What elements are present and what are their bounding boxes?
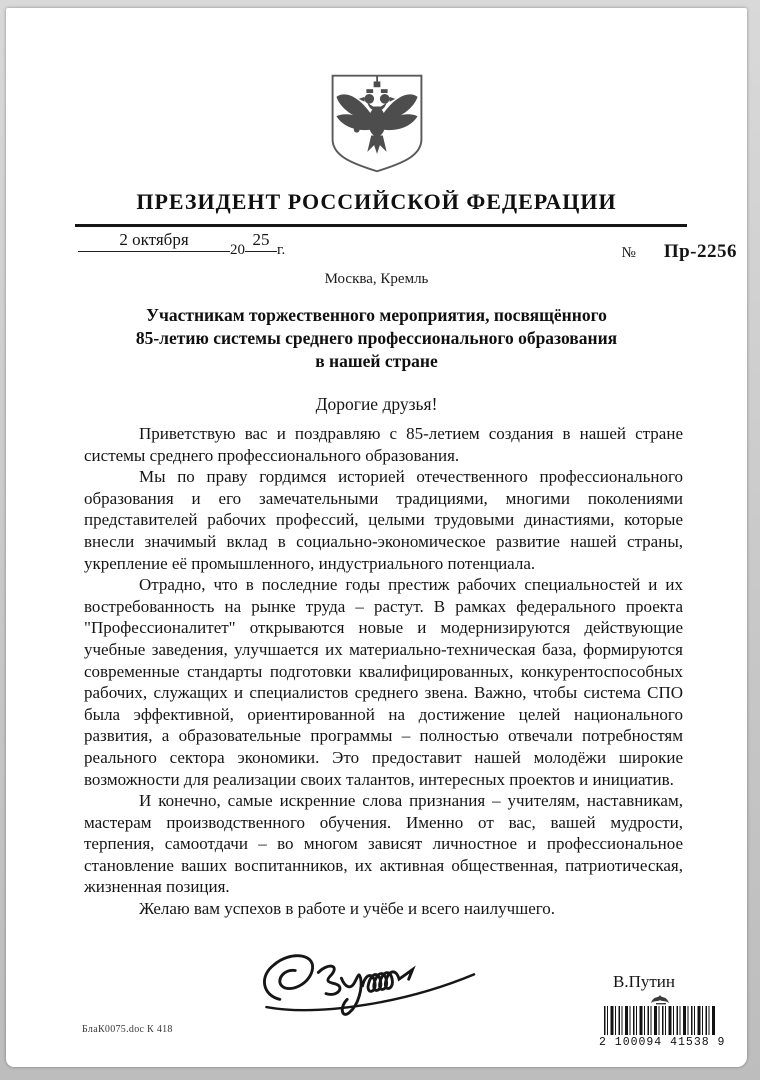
number-block (622, 231, 738, 263)
barcode-block (599, 992, 726, 1049)
letter-page (6, 8, 747, 1067)
year-suffix: г. (277, 242, 286, 258)
addressee-line: Участникам торжественного мероприятия, посвящённого (146, 305, 607, 325)
addressee-line: 85-летию системы среднего профессионального образования (135, 328, 618, 348)
dateline (6, 227, 747, 265)
signature-icon (251, 938, 501, 1028)
barcode-digits: 2 100094 41538 9 (599, 1036, 726, 1049)
russian-coat-of-arms-icon (319, 66, 435, 183)
date-value: 2 октября (119, 230, 189, 249)
body-paragraph: И конечно, самые искренние слова признания – учителям, наставникам, мастерам производственного обучения. Именно от вас, вашей мудрости, терпения, самоотдачи – во многом зависят личностное и профессиональное становление ваших воспитанников, их активная общественная, патриотическая, жизненная позиция. (84, 791, 683, 897)
letter-body (6, 415, 747, 920)
year-prefix: 20 (230, 242, 245, 258)
body-paragraph: Приветствую вас и поздравляю с 85-летием создания в нашей стране системы среднего профессионального образования. (84, 424, 683, 465)
salutation: Дорогие друзья! (315, 394, 438, 414)
addressee-line: в нашей стране (315, 351, 438, 371)
date-block (78, 230, 286, 258)
place-line: Москва, Кремль (324, 271, 429, 287)
body-paragraph: Мы по праву гордимся историей отечественного профессионального образования и его замечательными традициями, многими поколениями представителей рабочих профессий, целыми трудовыми династиями, которые внесли значимый вклад в социально-экономическое развитие нашей страны, укрепление её промышленного, индустриального потенциала. (84, 467, 683, 573)
date-field (78, 231, 230, 252)
year-field (245, 231, 277, 252)
body-paragraph: Желаю вам успехов в работе и учёбе и всего наилучшего. (139, 899, 556, 919)
document-number: Пр-2256 (663, 241, 737, 262)
body-paragraph: Отрадно, что в последние годы престиж рабочих специальностей и их востребованность на рынке труда – растут. В рамках федерального проекта "Профессионалитет" открываются новые и модернизируются действующие учебные заведения, улучшается их материально-техническая база, формируются современные стандарты подготовки квалифицированных, конкурентоспособных рабочих, служащих и специалистов среднего звена. Важно, чтобы система СПО была эффективной, ориентированной на достижение целей национального развития, а образовательные программы – полностью отвечали потребностям реального сектора экономики. Это предоставит нашей молодёжи широкие возможности для реализации своих талантов, интересных проектов и инициатив. (84, 575, 683, 789)
barcode-icon (604, 1006, 716, 1035)
signatory-name: В.Путин (613, 971, 675, 991)
form-code: БлаК0075.doc К 418 (82, 1024, 173, 1035)
small-eagle-mark-icon (599, 992, 721, 1005)
addressee-block (6, 304, 747, 373)
year-value: 25 (252, 230, 270, 249)
number-sign: № (621, 245, 636, 261)
letterhead-title: ПРЕЗИДЕНТ РОССИЙСКОЙ ФЕДЕРАЦИИ (136, 189, 617, 214)
